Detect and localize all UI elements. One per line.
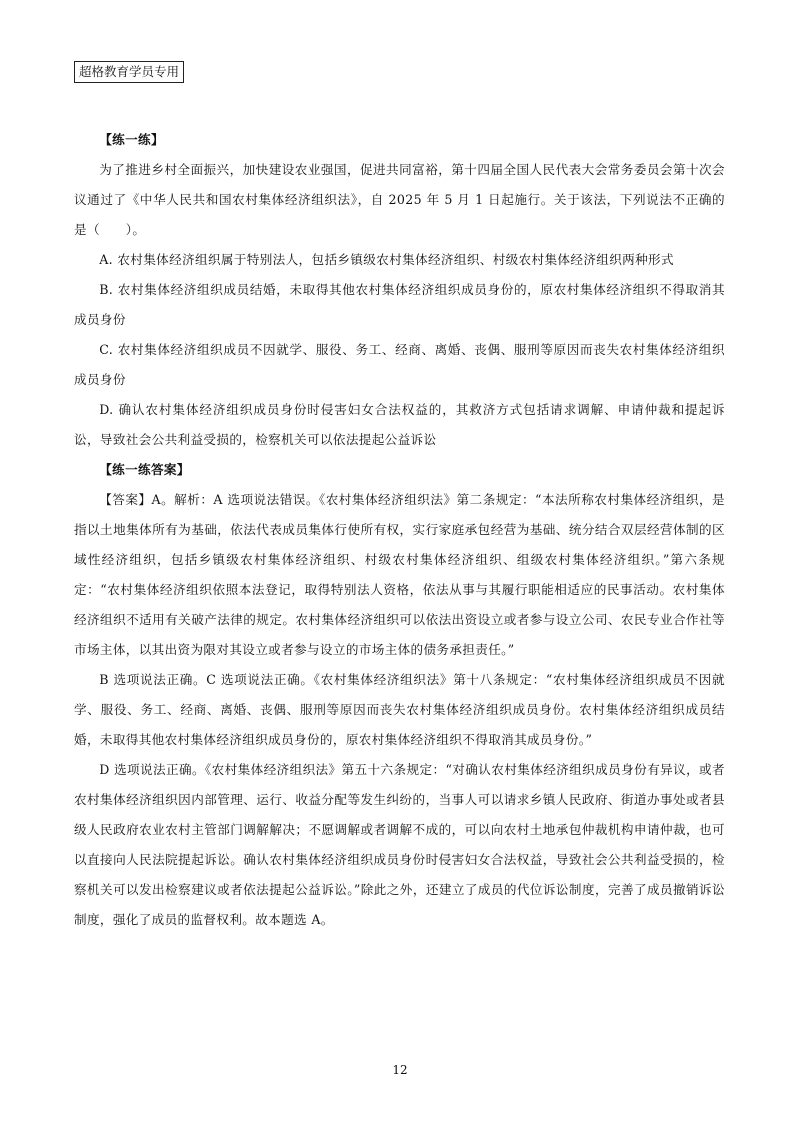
option-b: B. 农村集体经济组织成员结婚，未取得其他农村集体经济组织成员身份的，原农村集体经济组织不得取消其成员身份	[74, 282, 725, 327]
answer-paragraph: D 选项说法正确。《农村集体经济组织法》第五十六条规定：“对确认农村集体经济组织成员身份有异议，或者农村集体经济组织因内部管理、运行、收益分配等发生纠纷的，当事人可以请求乡镇人民政府、街道办事处或者县级人民政府农业农村主管部门调解解决；不愿调解或者调解不成的，可以向农村土地承包仲裁机构申请仲裁，也可以直接向人民法院提起诉讼。确认农村集体经济组织成员身份时侵害妇女合法权益，导致社会公共利益受损的，检察机关可以发出检察建议或者依法提起公益诉讼。”除此之外，还建立了成员的代位诉讼制度，完善了成员撤销诉讼制度，强化了成员的监督权利。故本题选 A。	[74, 762, 725, 927]
option-d: D. 确认农村集体经济组织成员身份时侵害妇女合法权益的，其救济方式包括请求调解、申请仲裁和提起诉讼，导致社会公共利益受损的，检察机关可以依法提起公益诉讼	[74, 402, 725, 447]
answer-heading: 【练一练答案】	[99, 462, 190, 477]
option-a: A. 农村集体经济组织属于特别法人，包括乡镇级农村集体经济组织、村级农村集体经济组织两种形式	[99, 252, 674, 267]
answer-paragraph: 【答案】A。解析：A 选项说法错误。《农村集体经济组织法》第二条规定：“本法所称农村集体经济组织，是指以土地集体所有为基础，依法代表成员集体行使所有权，实行家庭承包经营为基础、统分结合双层经营体制的区域性经济组织，包括乡镇级农村集体经济组织、村级农村集体经济组织、组级农村集体经济组织。”第六条规定：“农村集体经济组织依照本法登记，取得特别法人资格，依法从事与其履行职能相适应的民事活动。农村集体经济组织不适用有关破产法律的规定。农村集体经济组织可以依法出资设立或者参与设立公司、农民专业合作社等市场主体，以其出资为限对其设立或者参与设立的市场主体的债务承担责任。”	[74, 492, 725, 657]
exercise-heading: 【练一练】	[99, 132, 164, 147]
page-number: 12	[392, 1063, 408, 1077]
header-label: 超格教育学员专用	[74, 61, 184, 83]
document-body	[74, 125, 725, 935]
question-text: 为了推进乡村全面振兴，加快建设农业强国，促进共同富裕，第十四届全国人民代表大会常务委员会第十次会议通过了《中华人民共和国农村集体经济组织法》，自 2025 年 5 月 1 日起施行。关于该法，下列说法不正确的是（ ）。	[74, 162, 725, 237]
option-c: C. 农村集体经济组织成员不因就学、服役、务工、经商、离婚、丧偶、服刑等原因而丧失农村集体经济组织成员身份	[74, 342, 725, 387]
answer-paragraph: B 选项说法正确。C 选项说法正确。《农村集体经济组织法》第十八条规定：“农村集体经济组织成员不因就学、服役、务工、经商、离婚、丧偶、服刑等原因而丧失农村集体经济组织成员身份。农村集体经济组织成员结婚，未取得其他农村集体经济组织成员身份的，原农村集体经济组织不得取消其成员身份。”	[74, 672, 725, 747]
